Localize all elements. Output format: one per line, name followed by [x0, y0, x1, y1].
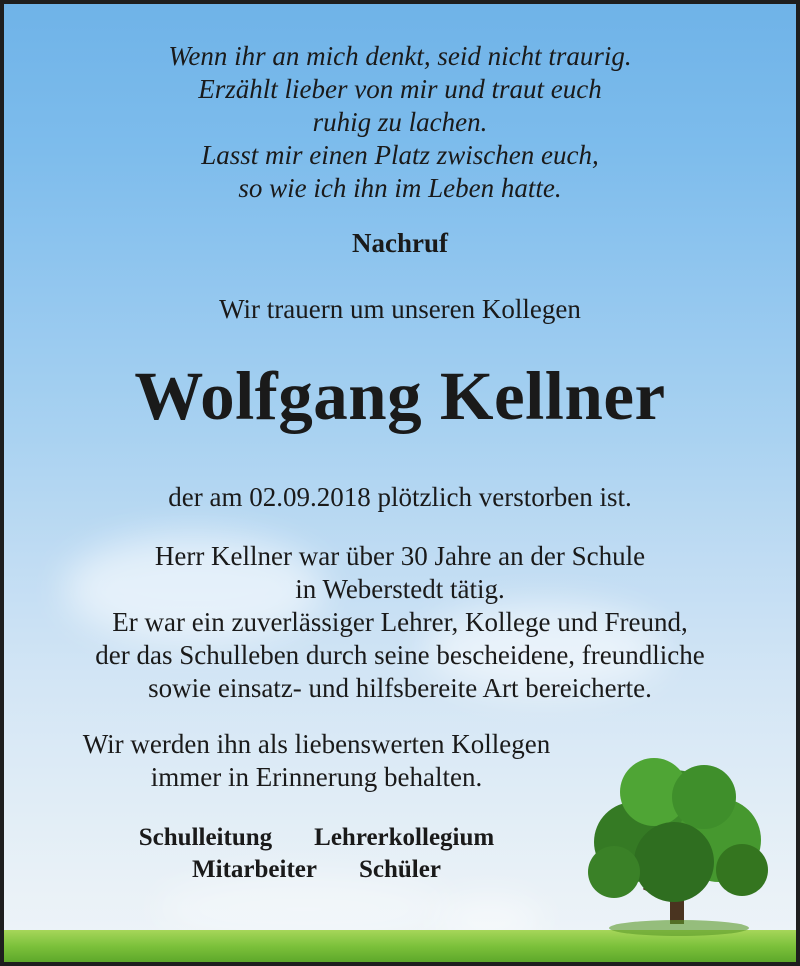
- poem-line: ruhig zu lachen.: [312, 107, 488, 137]
- signer: Lehrerkollegium: [314, 824, 495, 851]
- signers: [4, 822, 629, 886]
- memory-statement: [4, 728, 629, 794]
- signer: Schulleitung: [138, 824, 273, 851]
- death-date-line: der am 02.09.2018 plötzlich verstorben ist.: [168, 482, 632, 512]
- signers-row: [4, 854, 629, 886]
- deceased-name: Wolfgang Kellner: [134, 358, 666, 434]
- poem-line: so wie ich ihn im Leben hatte.: [238, 173, 562, 203]
- tribute-line: Er war ein zuverlässiger Lehrer, Kollege und Freund,: [112, 607, 688, 637]
- intro-line: Wir trauern um unseren Kollegen: [219, 294, 581, 324]
- tribute-line: sowie einsatz- und hilfsbereite Art bereicherte.: [148, 673, 652, 703]
- poem-line: Lasst mir einen Platz zwischen euch,: [201, 140, 599, 170]
- signers-row: [4, 822, 629, 854]
- poem-line: Wenn ihr an mich denkt, seid nicht traurig.: [168, 41, 632, 71]
- memory-line: Wir werden ihn als liebenswerten Kollegen: [82, 729, 551, 759]
- memorial-poem: [4, 40, 796, 205]
- poem-line: Erzählt lieber von mir und traut euch: [198, 74, 602, 104]
- signer: Mitarbeiter: [192, 856, 317, 883]
- tribute-line: in Weberstedt tätig.: [295, 574, 505, 604]
- tribute-text: [4, 540, 796, 705]
- notice-heading: Nachruf: [352, 228, 448, 258]
- tribute-line: der das Schulleben durch seine bescheidene, freundliche: [95, 640, 705, 670]
- memory-line: immer in Erinnerung behalten.: [150, 762, 483, 792]
- signer: Schüler: [358, 856, 441, 883]
- tribute-line: Herr Kellner war über 30 Jahre an der Schule: [154, 541, 646, 571]
